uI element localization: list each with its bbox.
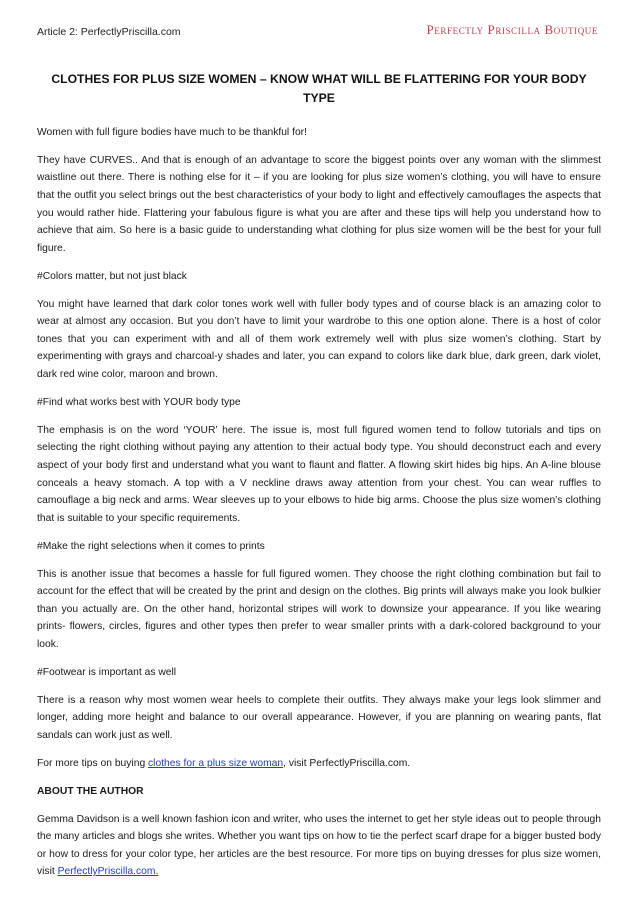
brand-logo-text: Perfectly Priscilla Boutique (426, 22, 598, 37)
paragraph-prints: This is another issue that becomes a hassle for full figured women. They choose the right clothing combination but fail to account for the effect that will be created by the print and design on the clothes. Big prints will always make you look bulkier than you actually are. On the other hand, horizontal stripes will work to downsize your appearance. If you like wearing prints- flowers, circles, figures and other types then prefer to wear smaller prints with a dark-colored background to your look. (37, 568, 601, 650)
section-heading-body-type: #Find what works best with YOUR body type (37, 396, 241, 408)
intro-line: Women with full figure bodies have much to be thankful for! (37, 127, 307, 138)
paragraph-body-type: The emphasis is on the word ‘YOUR’ here. The issue is, most full figured women tend to follow tutorials and tips on selecting the right clothing without paying any attention to their actual body type. You should deconstruct each and every aspect of your body first and understand what you want to flaunt and flatter. A flowing skirt hides big hips. An A-line blouse conceals a heavy stomach. A top with a V neckline draws away attention from your chest. You can wear ruffles to camouflage a big neck and arms. Wear sleeves up to your elbows to hide big arms. Choose the plus size women’s clothing that is suitable to your specific requirements. (37, 424, 601, 524)
paragraph-footwear: There is a reason why most women wear heels to complete their outfits. They always make your legs look slimmer and longer, adding more height and balance to our overall appearance. However, if you are planning on wearing pants, flat sandals can work just as well. (37, 694, 601, 741)
section-heading-colors: #Colors matter, but not just black (37, 270, 187, 282)
plus-size-clothes-link[interactable]: clothes for a plus size woman (148, 757, 284, 769)
paragraph-colors: You might have learned that dark color tones work well with fuller body types and of course black is an amazing color to wear at almost any occasion. But you don’t have to limit your wardrobe to this one option alone. There is a host of color tones that you can experiment with and all of them work extremely well with plus size women’s clothing. Start by experimenting with grays and charcoal-y shades and later, you can expand to colors like dark blue, dark green, dark violet, dark red wine color, maroon and brown. (37, 298, 601, 381)
article-body (37, 124, 601, 891)
article-header: Article 2: PerfectlyPriscilla.com (37, 26, 181, 38)
author-paragraph (37, 811, 601, 881)
section-heading-prints: #Make the right selections when it comes to prints (37, 540, 265, 552)
intro-paragraph: They have CURVES.. And that is enough of an advantage to score the biggest points over any woman with the slimmest waistline out there. There is nothing else for it – if you are looking for plus size women’s clothing, you will have to ensure that the outfit you select brings out the best characteristics of your body to light and effectively camouflages the aspects that you would rather hide. Flattering your fabulous figure is what you are after and these tips will help you understand how to achieve that aim. So here is a basic guide to understanding what clothing for plus size women will be the best for your full figure. (37, 154, 601, 254)
tips-text-post: , visit PerfectlyPriscilla.com. (283, 757, 411, 769)
article-title: CLOTHES FOR PLUS SIZE WOMEN – KNOW WHAT WILL BE FLATTERING FOR YOUR BODY TYPE (51, 72, 587, 105)
author-heading: ABOUT THE AUTHOR (37, 785, 144, 797)
author-text: Gemma Davidson is a well known fashion icon and writer, who uses the internet to get her style ideas out to people through the many articles and blogs she writes. Whether you want tips on how to tie the perfect scarf drape for a bigger busted body or how to dress for your color type, her articles are the best resource. For more tips on buying dresses for plus size women, visit (37, 813, 601, 878)
tips-text-pre: For more tips on buying (37, 757, 149, 769)
tips-paragraph (37, 755, 601, 773)
section-heading-footwear: #Footwear is important as well (37, 666, 177, 678)
perfectly-priscilla-link[interactable]: PerfectlyPriscilla.com. (57, 866, 159, 878)
